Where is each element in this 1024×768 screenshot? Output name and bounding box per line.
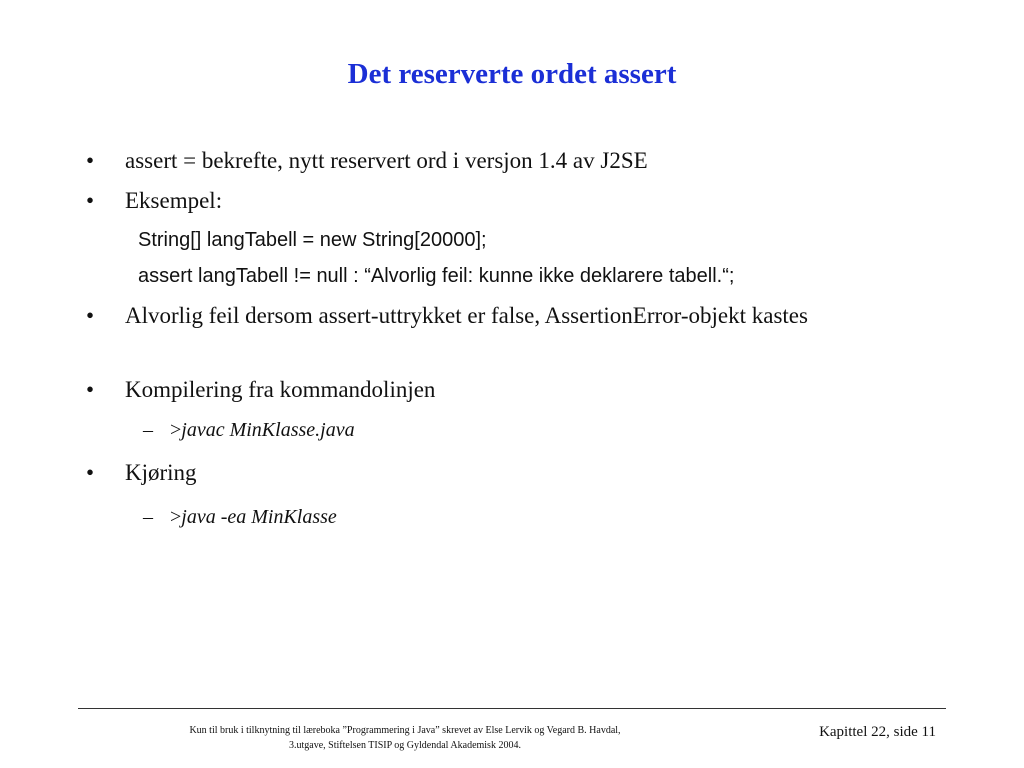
prompt-symbol: > xyxy=(170,419,182,441)
run-command-text: java -ea MinKlasse xyxy=(181,506,337,528)
bullet-item-run xyxy=(86,456,915,490)
bullet-icon: • xyxy=(86,377,95,402)
dash-icon: – xyxy=(143,419,153,441)
bullet-icon: • xyxy=(86,188,95,213)
bullet-item-assert xyxy=(86,144,915,178)
bullet-text: Kompilering fra kommandolinjen xyxy=(125,377,436,402)
footer-divider xyxy=(78,708,946,709)
code-line-1: String[] langTabell = new String[20000]; xyxy=(138,229,487,251)
footer-page-number: Kapittel 22, side 11 xyxy=(819,724,936,740)
compile-command xyxy=(143,416,355,444)
bullet-text: Eksempel: xyxy=(125,188,223,213)
dash-icon: – xyxy=(143,506,153,528)
run-command xyxy=(143,503,337,531)
slide-title: Det reserverte ordet assert xyxy=(347,58,677,90)
code-line-2: assert langTabell != null : “Alvorlig feil: kunne ikke deklarere tabell.“; xyxy=(138,265,735,287)
compile-command-text: javac MinKlasse.java xyxy=(181,419,355,441)
footer-note-line-2: 3.utgave, Stiftelsen TISIP og Gyldendal Akademisk 2004. xyxy=(289,740,521,751)
bullet-text: assert = bekrefte, nytt reservert ord i versjon 1.4 av J2SE xyxy=(125,148,648,173)
bullet-item-compile xyxy=(86,373,915,407)
bullet-icon: • xyxy=(86,460,95,485)
bullet-text: Kjøring xyxy=(125,460,197,485)
bullet-item-example xyxy=(86,184,915,218)
prompt-symbol: > xyxy=(170,506,182,528)
bullet-icon: • xyxy=(86,303,95,328)
footer-copyright-note xyxy=(140,723,670,753)
bullet-icon: • xyxy=(86,148,95,173)
footer-note-line-1: Kun til bruk i tilknytning til læreboka ”Programmering i Java” skrevet av Else Lervik og Vegard B. Havdal, xyxy=(189,725,621,736)
bullet-text: Alvorlig feil dersom assert-uttrykket er false, AssertionError-objekt kastes xyxy=(125,303,808,328)
bullet-item-assertion-error xyxy=(86,299,915,333)
